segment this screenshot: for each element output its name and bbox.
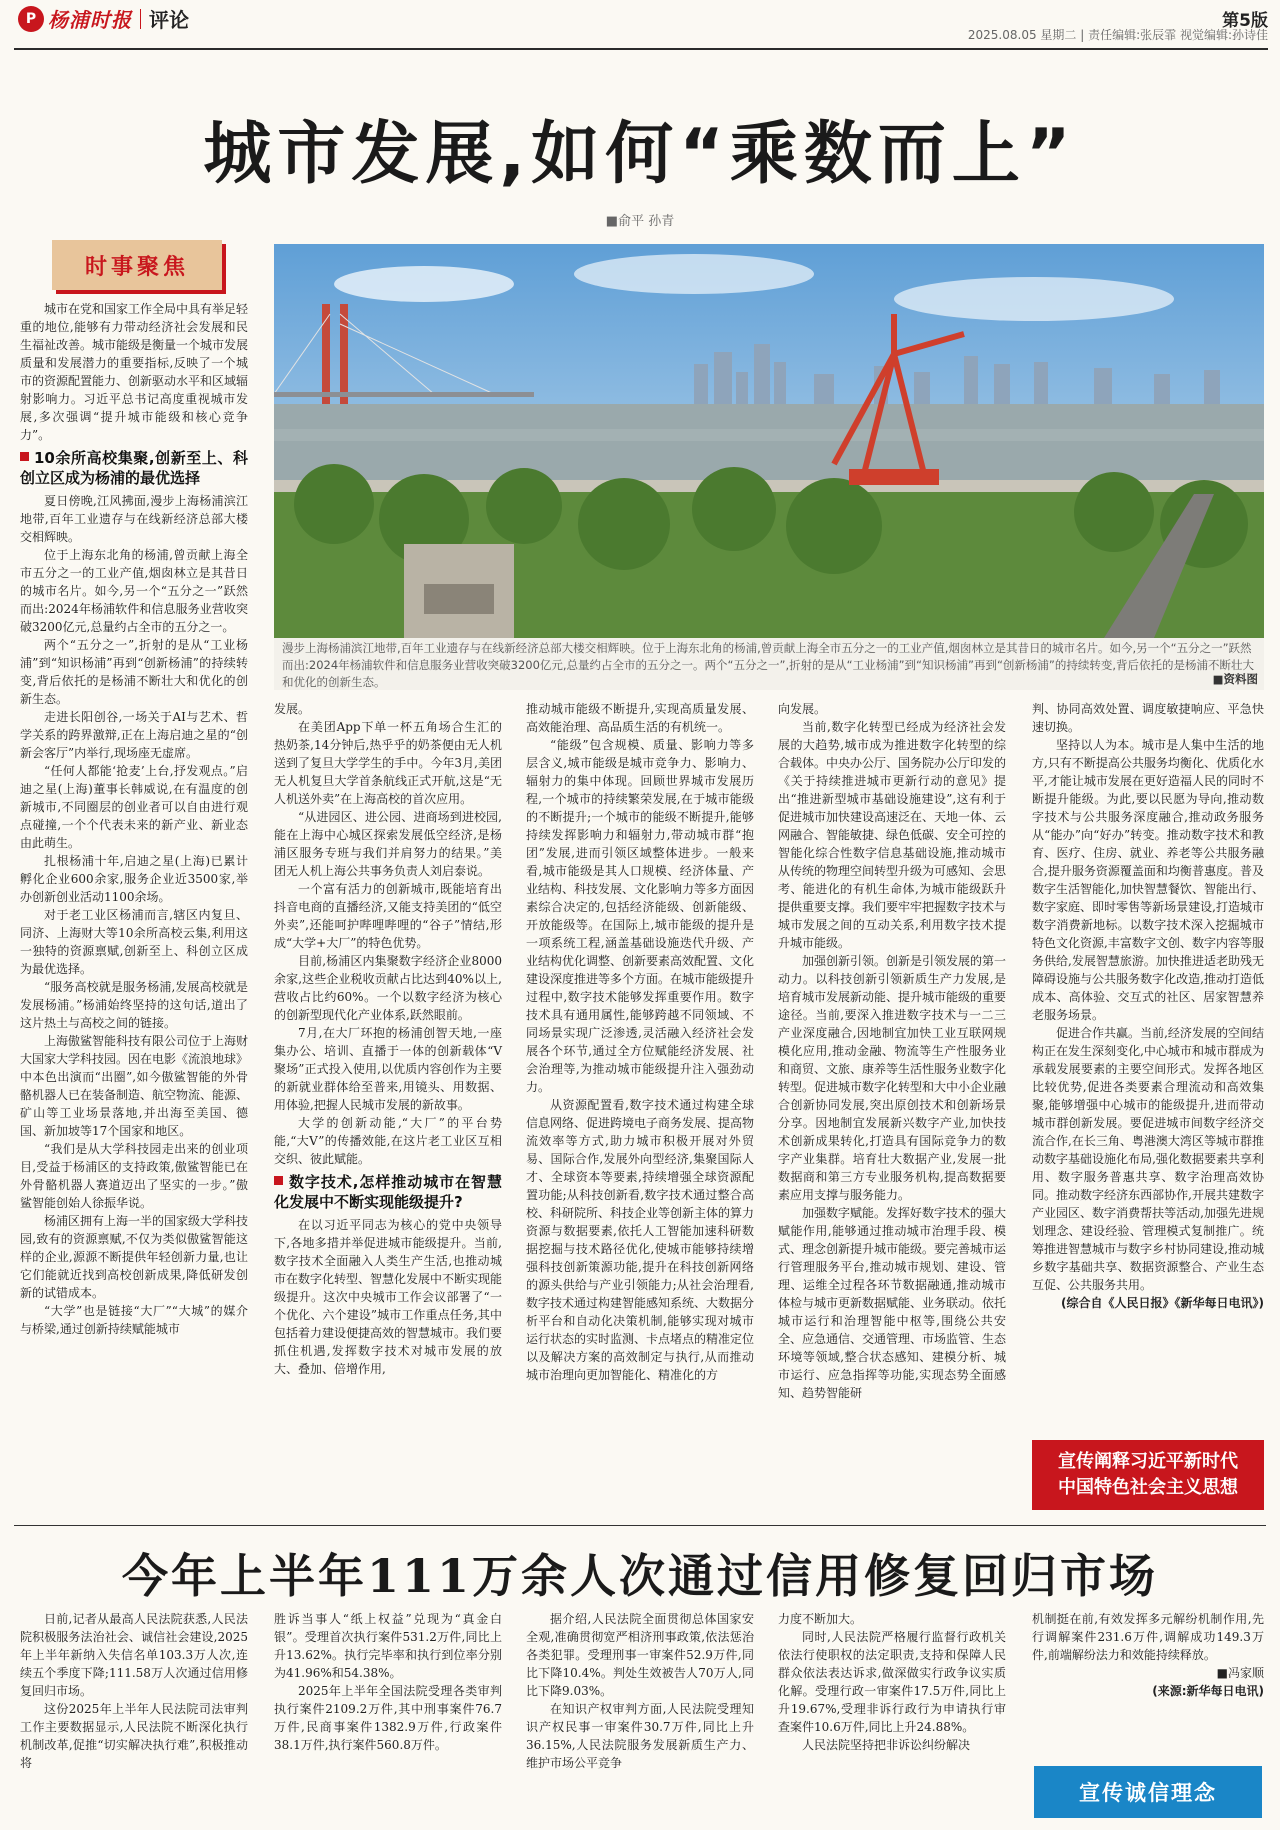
article-divider (14, 1525, 1266, 1526)
paragraph: 加强数字赋能。发挥好数字技术的强大赋能作用,能够通过推动城市治理手段、模式、理念创新提升城市能级。要完善城市运行管理服务平台,推动城市规划、建设、管理、运维全过程各环节数据融通,推动城市体检与城市更新数据赋能、业务联动。依托城市运行和治理智能中枢等,围绕公共安全、应急通信、交通管理、市场监管、生态环境等领域,整合状态感知、建模分析、城市运行、应急指挥等功能,实现态势全面感知、趋势智能研 (778, 1206, 1007, 1400)
article1-column-5 (1032, 700, 1264, 1312)
paragraph: 判、协同高效处置、调度敏捷响应、平急快速切换。 (1032, 702, 1264, 734)
section-subheading (20, 448, 248, 488)
paragraph: 加强创新引领。创新是引领发展的第一动力。以科技创新引领新质生产力发展,是培育城市发展新动能、提升城市能级的重要途径。当前,要深入推进数字技术与一二三产业深度融合,因地制宜加快工业互联网规模化应用,推动金融、物流等生产性服务业和商贸、文旅、康养等生活性服务业数字化转型。促进城市数字化转型和大中小企业融合创新协同发展,突出原创技术和创新场景分享。因地制宜发展新兴数字产业,加快技术创新成果转化,打造具有国际竞争力的数字产业集群。培育壮大数据产业,发展一批数据商和第三方专业服务机构,提高数据要素应用支撑与服务能力。 (778, 954, 1007, 1202)
paragraph: “任何人都能‘抢麦’上台,抒发观点。”启迪之星(上海)董事长韩威说,在有温度的创新城市,不同圈层的创业者可以自由进行观点碰撞,一个个代表未来的新产业、新业态由此萌生。 (20, 764, 248, 850)
riverside-photo-illustration (274, 244, 1264, 638)
paragraph: 在知识产权审判方面,人民法院受理知识产权民事一审案件30.7万件,同比上升36.15%,人民法院服务发展新质生产力、维护市场公平竞争 (526, 1702, 754, 1770)
article1-column-2 (274, 700, 502, 1378)
photo-caption (274, 638, 1264, 690)
riverside-photo (274, 244, 1264, 638)
article1-column-1 (20, 300, 248, 1338)
paragraph: 推动城市能级不断提升,实现高质量发展、高效能治理、高品质生活的有机统一。 (526, 702, 754, 734)
paragraph: “能级”包含规模、质量、影响力等多层含义,城市能级是城市竞争力、影响力、辐射力的集中体现。回顾世界城市发展历程,一个城市的持续繁荣发展,在于城市能级的不断提升;一个城市的能级不断提升,能够持续发挥影响力和辐射力,带动城市群“抱团”发展,进而引领区域整体进步。一般来看,城市能级是其人口规模、经济体量、产业结构、科技发展、文化影响力等多方面因素综合决定的,包括经济能级、创新能级、开放能级等。在国际上,城市能级的提升是一项系统工程,涵盖基础设施迭代升级、产业结构优化调整、创新要素高效配置、文化建设深度推进等多个方面。在城市能级提升过程中,数字技术能够发挥重要作用。数字技术具有通用属性,能够跨越不同领域、不同场景实现广泛渗透,灵活融入经济社会发展各个环节,通过全方位赋能经济发展、社会治理等,为推动城市能级提升注入强劲动力。 (526, 738, 755, 1094)
paragraph: “我们是从大学科技园走出来的创业项目,受益于杨浦区的支持政策,傲鲨智能已在外骨骼机器人赛道迈出了坚实的一步。”傲鲨智能创始人徐振华说。 (20, 1142, 248, 1210)
paragraph: 促进合作共赢。当前,经济发展的空间结构正在发生深刻变化,中心城市和城市群成为承载发展要素的主要空间形式。发挥各地区比较优势,促进各类要素合理流动和高效集聚,能够增强中心城市的能级提升,进而带动城市群创新发展。要促进城市间数字经济交流合作,在长三角、粤港澳大湾区等城市群推动数字基础设施化布局,强化数据要素共享利用、数字服务普惠共享、数字治理高效协同。推动数字经济东西部协作,开展共建数字产业园区、数字消费帮扶等活动,加强先进规划理念、建设经验、管理模式复制推广。统筹推进智慧城市与数字乡村协同建设,推动城乡数字基础共享、数据资源整合、产业生态互促、公共服务共用。 (1032, 1026, 1264, 1292)
paragraph: 7月,在大厂环抱的杨浦创智天地,一座集办公、培训、直播于一体的创新载体“V聚场”正式投入使用,以优质内容创作为主要的新就业群体给至普来,用镜头、用数据、用体验,把握人民城市发展的新故事。 (274, 1026, 502, 1112)
paragraph: 目前,杨浦区内集聚数字经济企业8000余家,这些企业税收贡献占比达到40%以上,营收占比约60%。一个以数字经济为核心的创新型现代化产业体系,跃然眼前。 (274, 954, 502, 1022)
paragraph: 夏日傍晚,江风拂面,漫步上海杨浦滨江地带,百年工业遗存与在线新经济总部大楼交相辉映。 (20, 494, 248, 544)
paragraph: 从资源配置看,数字技术通过构建全球信息网络、促进跨境电子商务发展、提高物流效率等方式,助力城市积极开展对外贸易、国际合作,发展外向型经济,集聚国际人才、全球资本等要素,持续增强全球资源配置功能;从科技创新看,数字技术通过整合高校、科研院所、科技企业等创新主体的算力资源与数据要素,依托人工智能加速科研数据挖掘与技术路径优化,使城市能够持续增强科技创新策源功能,提升在科技创新网络的源头供给与产业引领能力;从社会治理看,数字技术通过构建智能感知系统、大数据分析平台和自动化决策机制,能够实现对城市运行状态的实时监测、卡点堵点的精准定位以及解决方案的高效制定与执行,从而推动城市治理向更加智能化、精准化的方 (526, 1098, 755, 1382)
paragraph: 对于老工业区杨浦而言,辖区内复旦、同济、上海财大等10余所高校云集,利用这一独特的资源禀赋,创新至上、科创立区成为最优选择。 (20, 908, 248, 976)
subheading-text: 数字技术,怎样推动城市在智慧化发展中不断实现能级提升? (274, 1173, 502, 1211)
article-source: (综合自《人民日报》《新华每日电讯》) (1061, 1296, 1264, 1310)
paragraph: 向发展。 (778, 702, 827, 716)
logo-divider (140, 9, 141, 29)
column-tag-label: 时事聚焦 (84, 254, 189, 280)
photo-credit: ■资料图 (1212, 672, 1258, 686)
paragraph: 日前,记者从最高人民法院获悉,人民法院积极服务法治社会、诚信社会建设,2025年上半年新纳入失信名单103.3万人次,连续五个季度下降;111.58万人次通过信用修复回归市场。 (20, 1612, 248, 1698)
paragraph: 据介绍,人民法院全面贯彻总体国家安全观,准确贯彻宽严相济刑事政策,依法惩治各类犯罪。受理刑事一审案件52.9万件,同比下降10.4%。判处生效被告人70万人,同比下降9.03%。 (526, 1612, 754, 1698)
column-tag (52, 240, 222, 290)
newspaper-logo (18, 4, 189, 33)
paragraph: 坚持以人为本。城市是人集中生活的地方,只有不断提高公共服务均衡化、优质化水平,才能让城市发展在更好造福人民的同时不断提升能级。为此,要以民愿为导向,推动数字技术与公共服务深度融合,推动政务服务从“能办”向“好办”转变。推动数字技术和教育、医疗、住房、就业、养老等公共服务融合,提升服务资源覆盖面和均衡普惠度。普及数字生活智能化,加快智慧餐饮、智能出行、数字家庭、即时零售等新场景建设,打造城市数字消费新地标。以数字技术深入挖掘城市特色文化资源,丰富数字文创、数字内容等服务供给,发展智慧旅游。加快推进适老助残无障碍设施与公共服务数字化改造,推动打造低成本、高体验、交互式的社区、居家智慧养老服务场景。 (1032, 738, 1264, 1022)
article1-column-3 (526, 700, 754, 1384)
article2-column-4 (778, 1610, 1006, 1754)
paragraph: 一个富有活力的创新城市,既能培育出抖音电商的直播经济,又能支持美团的“低空外卖”,还能呵护哔哩哔哩的“谷子”情结,形成“大学+大厂”的特色优势。 (274, 882, 502, 950)
paragraph: 位于上海东北角的杨浦,曾贡献上海全市五分之一的工业产值,烟囱林立是其昔日的城市名片。如今,另一个“五分之一”跃然而出:2024年杨浦软件和信息服务业营收突破3200亿元,总量约占全市的五分之一。 (20, 548, 248, 634)
section-subheading (274, 1172, 502, 1212)
paragraph: 机制挺在前,有效发挥多元解纷机制作用,先行调解案件231.6万件,调解成功149.3万件,前端解纷法力和效能持续释放。 (1032, 1612, 1264, 1662)
article-byline: ■俞平 孙青 (605, 214, 675, 229)
photo-caption-text: 漫步上海杨浦滨江地带,百年工业遗存与在线新经济总部大楼交相辉映。位于上海东北角的杨浦,曾贡献上海全市五分之一的工业产值,烟囱林立是其昔日的城市名片。如今,另一个“五分之一”跃然而出:2024年杨浦软件和信息服务业营收突破3200亿元,总量约占全市的五分之一。两个“五分之一”,折射的是从“工业杨浦”到“知识杨浦”再到“创新杨浦”的持续转变,背后依托的是杨浦不断壮大和优化的创新生态。 (282, 641, 1255, 689)
paragraph: 在美团App下单一杯五角场合生汇的热奶茶,14分钟后,热乎乎的奶茶便由无人机送到了复旦大学学生的手中。今年3月,美团无人机复旦大学首条航线正式开航,这是“无人机送外卖”在上海高校的首次应用。 (274, 720, 502, 806)
paragraph: 力度不断加大。 (778, 1612, 863, 1626)
paragraph: 在以习近平同志为核心的党中央领导下,各地多措并举促进城市能级提升。当前,数字技术全面融入人类生产生活,也推动城市在数字化转型、智慧化发展中不断实现能级提升。这次中央城市工作会议部署了“一个优化、六个建设”城市工作重点任务,其中包括着力建设便捷高效的智慧城市。我们要抓住机遇,发挥数字技术对城市发展的放大、叠加、倍增作用, (274, 1218, 503, 1376)
promo-banner-integrity: 宣传诚信理念 (1034, 1766, 1262, 1818)
bullet-square-icon (274, 1176, 283, 1185)
article-source: (来源:新华每日电讯) (1152, 1684, 1264, 1698)
subheading-text: 10余所高校集聚,创新至上、科创立区成为杨浦的最优选择 (20, 449, 248, 487)
paragraph: 发展。 (274, 702, 311, 716)
paragraph: 同时,人民法院严格履行监督行政机关依法行使职权的法定职责,支持和保障人民群众依法表达诉求,做深做实行政争议实质化解。受理行政一审案件17.5万件,同比上升19.67%,受理非诉行政行为申请执行审查案件10.6万件,同比上升24.88%。 (778, 1630, 1006, 1734)
logo-emblem-icon: P (18, 6, 44, 32)
bullet-square-icon (20, 452, 29, 461)
paragraph: 杨浦区拥有上海一半的国家级大学科技园,致有的资源禀赋,不仅为类似傲鲨智能这样的企业,源源不断提供年轻创新力量,也让它们能就近找到高校创新成果,降低研发创新的试错成本。 (20, 1214, 249, 1300)
paragraph: 这份2025年上半年人民法院司法审判工作主要数据显示,人民法院不断深化执行机制改革,促推“切实解决执行难”,积极推动将 (20, 1702, 248, 1770)
promo-line-1: 宣传阐释习近平新时代 (1058, 1451, 1238, 1472)
paragraph: 两个“五分之一”,折射的是从“工业杨浦”到“知识杨浦”再到“创新杨浦”的持续转变,背后依托的是杨浦不断壮大和优化的创新生态。 (20, 638, 248, 706)
promo-banner-ideology (1032, 1440, 1264, 1510)
section-name: 评论 (149, 8, 189, 32)
paragraph: “大学”也是链接“大厂”“大城”的媒介与桥梁,通过创新持续赋能城市 (20, 1304, 248, 1336)
paragraph: 城市在党和国家工作全局中具有举足轻重的地位,能够有力带动经济社会发展和民生福祉改善。城市能级是衡量一个城市发展质量和发展潜力的重要指标,反映了一个城市的资源配置能力、创新驱动水平和区域辐射影响力。习近平总书记高度重视城市发展,多次强调“提升城市能级和核心竞争力”。 (20, 302, 249, 442)
paragraph: “服务高校就是服务杨浦,发展高校就是发展杨浦。”杨浦始终坚持的这句话,道出了这片热土与高校之间的链接。 (20, 980, 248, 1030)
paragraph: 胜诉当事人“纸上权益”兑现为“真金白银”。受理首次执行案件531.2万件,同比上升13.62%。执行完毕率和执行到位率分别为41.96%和54.38%。 (274, 1612, 502, 1680)
promo-line-2: 中国特色社会主义思想 (1058, 1477, 1238, 1498)
article2-headline: 今年上半年111万余人次通过信用修复回归市场 (121, 1549, 1159, 1603)
article2-column-1 (20, 1610, 248, 1772)
article2-column-5 (1032, 1610, 1264, 1700)
paragraph: 人民法院坚持把非诉讼纠纷解决 (802, 1738, 971, 1752)
paragraph: “从进园区、进公园、进商场到进校园,能在上海中心城区探索发展低空经济,是杨浦区服务专班与我们并肩努力的结果。”美团无人机上海公共事务负责人刘启泰说。 (274, 810, 502, 878)
paragraph: 当前,数字化转型已经成为经济社会发展的大趋势,城市成为推进数字化转型的综合载体。中央办公厅、国务院办公厅印发的《关于持续推进城市更新行动的意见》提出“推进新型城市基础设施建设”,这有利于促进城市加快建设高速泛在、天地一体、云网融合、智能敏捷、绿色低碳、安全可控的智能化综合性数字信息基础设施,推动城市从传统的物理空间转型升级为可感知、会思考、能进化的有机生命体,为城市能级跃升提供重要支撑。我们要牢牢把握数字技术与城市发展之间的互动关系,利用数字技术提升城市能级。 (778, 720, 1007, 950)
article-headline: 城市发展,如何“乘数而上” (203, 115, 1077, 194)
page-header (0, 0, 1280, 40)
page-number: 第5版 (1222, 11, 1268, 31)
paragraph: 2025年上半年全国法院受理各类审判执行案件2109.2万件,其中刑事案件76.7万件,民商事案件1382.9万件,行政案件38.1万件,执行案件560.8万件。 (274, 1684, 502, 1752)
paper-name: 杨浦时报 (48, 8, 132, 32)
paragraph: 走进长阳创谷,一场关于AI与艺术、哲学关系的跨界激辩,正在上海启迪之星的“创新会客厅”内举行,现场座无虚席。 (20, 710, 248, 760)
article2-column-3 (526, 1610, 754, 1772)
article2-column-2 (274, 1610, 502, 1754)
article1-column-4 (778, 700, 1006, 1402)
article-author: ■冯家顺 (1216, 1666, 1264, 1680)
date-editor-line: 2025.08.05 星期二 | 责任编辑:张辰霏 视觉编辑:孙诗佳 (967, 28, 1268, 42)
paragraph: 上海傲鲨智能科技有限公司位于上海财大国家大学科技园。因在电影《流浪地球》中本色出演而“出圈”,如今傲鲨智能的外骨骼机器人已在装备制造、航空物流、能源、矿山等工业场景落地,并出海至美国、德国、新加坡等17个国家和地区。 (20, 1034, 249, 1138)
paragraph: 大学的创新动能,“大厂”的平台势能,“大V”的传播效能,在这片老工业区互相交织、彼此赋能。 (274, 1116, 502, 1166)
header-rule (14, 48, 1268, 50)
paragraph: 扎根杨浦十年,启迪之星(上海)已累计孵化企业600余家,服务企业近3500家,举办创新创业活动1100余场。 (20, 854, 248, 904)
